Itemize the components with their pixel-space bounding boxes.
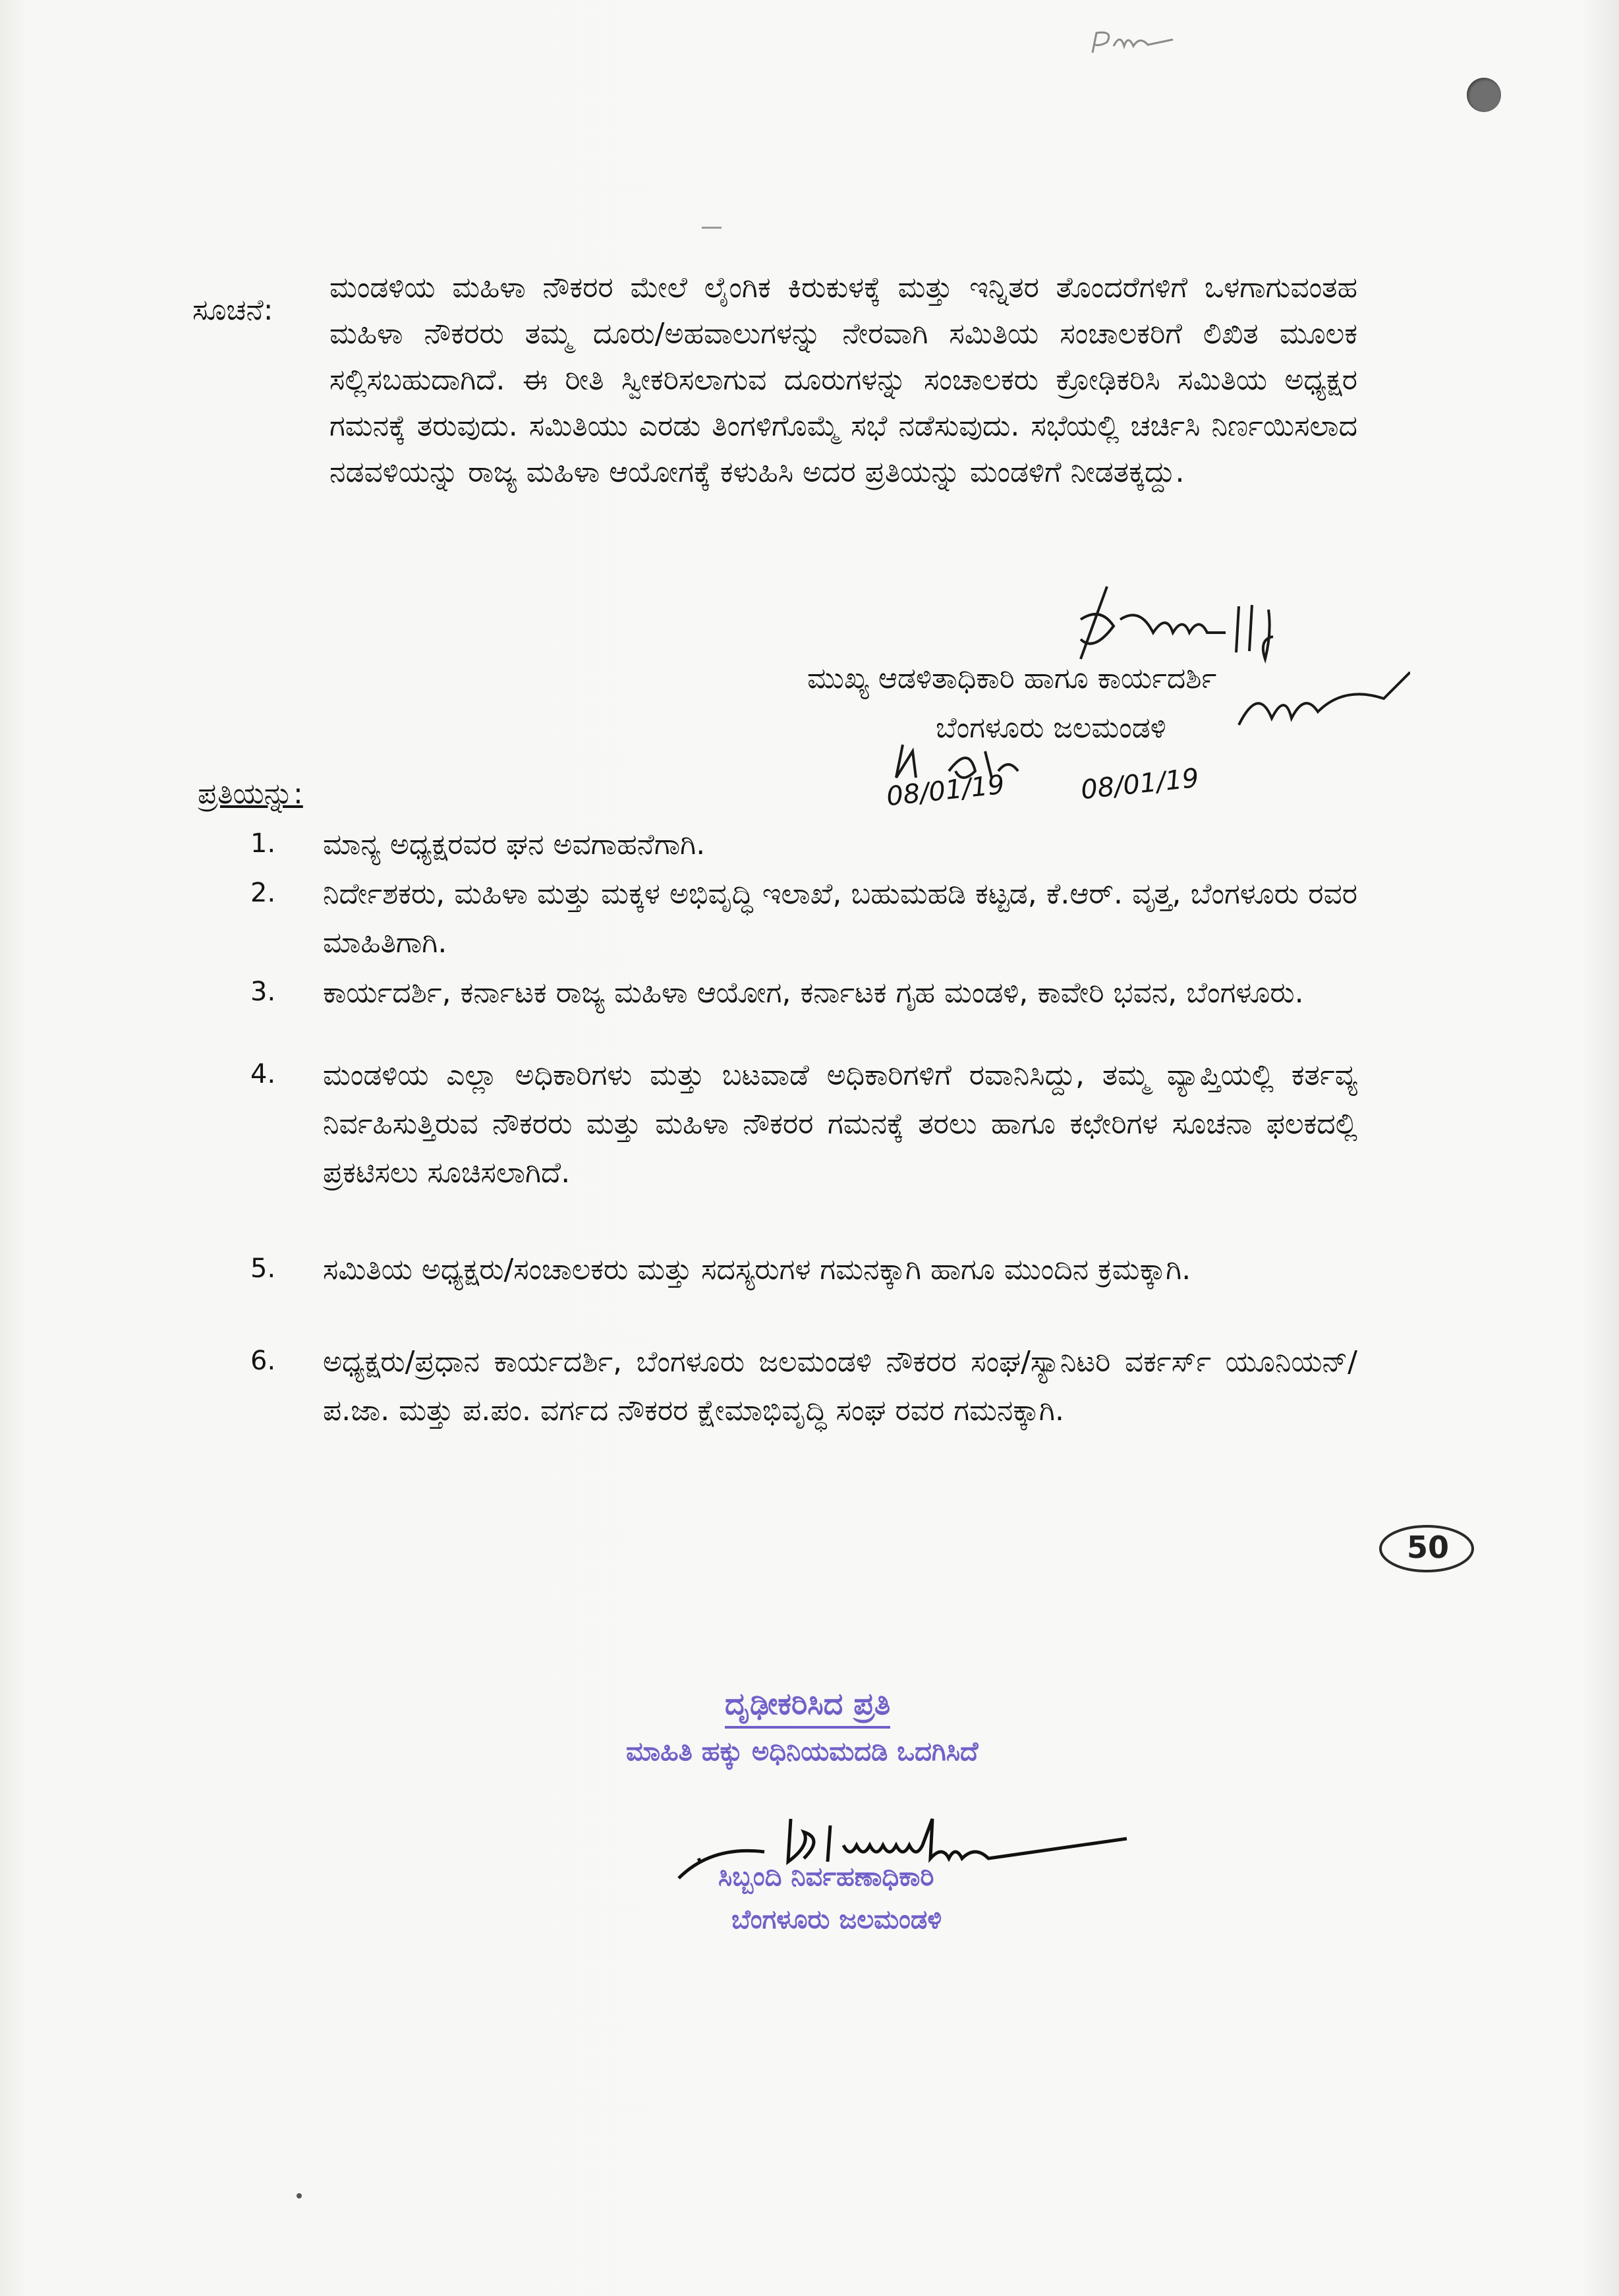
signatory-org: ಬೆಂಗಳೂರು ಜಲಮಂಡಳಿ xyxy=(936,711,1166,745)
page-number: 50 xyxy=(1407,1530,1450,1565)
attestation-stamp-subtitle: ಮಾಹಿತಿ ಹಕ್ಕು ಅಧಿನಿಯಮದಡಿ ಒದಗಿಸಿದೆ xyxy=(626,1736,979,1767)
attestation-stamp-org: ಬೆಂಗಳೂರು ಜಲಮಂಡಳಿ xyxy=(731,1905,942,1935)
list-item-number: 1. xyxy=(250,828,276,859)
list-item-text: ಮಂಡಳಿಯ ಎಲ್ಲಾ ಅಧಿಕಾರಿಗಳು ಮತ್ತು ಬಟವಾಡೆ ಅಧಿಕಾರಿಗಳಿಗೆ ರವಾನಿಸಿದ್ದು, ತಮ್ಮ ವ್ಯಾಪ್ತಿಯಲ್ಲಿ ಕರ್ತವ್ಯ ನಿರ್ವಹಿಸುತ್ತಿರುವ ನೌಕರರು ಮತ್ತು ಮಹಿಳಾ ನೌಕರರ ಗಮನಕ್ಕೆ ತರಲು ಹಾಗೂ ಕಛೇರಿಗಳ ಸೂಚನಾ ಫಲಕದಲ್ಲಿ ಪ್ರಕಟಿಸಲು ಸೂಚಿಸಲಾಗಿದೆ. xyxy=(323,1058,1357,1190)
scan-mark xyxy=(297,2193,302,2198)
list-item-number: 6. xyxy=(250,1346,276,1376)
list-item-number: 2. xyxy=(250,878,276,908)
list-item-number: 5. xyxy=(250,1253,276,1284)
signature-date-2: 08/01/19 xyxy=(1079,762,1201,806)
attestation-stamp-title: ದೃಢೀಕರಿಸಿದ ಪ್ರತಿ xyxy=(725,1684,890,1729)
signatory-title: ಮುಖ್ಯ ಆಡಳಿತಾಧಿಕಾರಿ ಹಾಗೂ ಕಾರ್ಯದರ್ಶಿ xyxy=(807,662,1217,695)
copies-label: ಪ್ರತಿಯನ್ನು: xyxy=(198,777,303,811)
list-item-text: ಅಧ್ಯಕ್ಷರು/ಪ್ರಧಾನ ಕಾರ್ಯದರ್ಶಿ, ಬೆಂಗಳೂರು ಜಲಮಂಡಳಿ ನೌಕರರ ಸಂಘ/ಸ್ಯಾನಿಟರಿ ವರ್ಕರ್ಸ್ ಯೂನಿಯನ್/ಪ.ಜಾ. ಮತ್ತು ಪ.ಪಂ. ವರ್ಗದ ನೌಕರರ ಕ್ಷೇಮಾಭಿವೃದ್ಧಿ ಸಂಘ ರವರ ಗಮನಕ್ಕಾಗಿ. xyxy=(323,1345,1357,1427)
corner-initials-scribble xyxy=(1087,26,1193,66)
list-item-number: 3. xyxy=(250,977,276,1007)
list-item-text: ಸಮಿತಿಯ ಅಧ್ಯಕ್ಷರು/ಸಂಚಾಲಕರು ಮತ್ತು ಸದಸ್ಯರುಗಳ ಗಮನಕ್ಕಾಗಿ ಹಾಗೂ ಮುಂದಿನ ಕ್ರಮಕ್ಕಾಗಿ. xyxy=(323,1253,1191,1286)
attestation-stamp-designation: ಸಿಬ್ಬಂದಿ ನಿರ್ವಹಣಾಧಿಕಾರಿ xyxy=(718,1862,934,1892)
list-item-number: 4. xyxy=(250,1059,276,1089)
list-item-text: ನಿರ್ದೇಶಕರು, ಮಹಿಳಾ ಮತ್ತು ಮಕ್ಕಳ ಅಭಿವೃದ್ಧಿ ಇಲಾಖೆ, ಬಹುಮಹಡಿ ಕಟ್ಟಡ, ಕೆ.ಆರ್. ವೃತ್ತ, ಬೆಂಗಳೂರು ರವರ ಮಾಹಿತಿಗಾಗಿ. xyxy=(323,877,1357,960)
list-item-text: ಕಾರ್ಯದರ್ಶಿ, ಕರ್ನಾಟಕ ರಾಜ್ಯ ಮಹಿಳಾ ಆಯೋಗ, ಕರ್ನಾಟಕ ಗೃಹ ಮಂಡಳಿ, ಕಾವೇರಿ ಭವನ, ಬೆಂಗಳೂರು. xyxy=(323,976,1304,1010)
notice-label: ಸೂಚನೆ: xyxy=(192,293,273,327)
scan-mark xyxy=(702,227,722,229)
notice-body: ಮಂಡಳಿಯ ಮಹಿಳಾ ನೌಕರರ ಮೇಲೆ ಲೈಂಗಿಕ ಕಿರುಕುಳಕ್ಕೆ ಮತ್ತು ಇನ್ನಿತರ ತೊಂದರೆಗಳಿಗೆ ಒಳಗಾಗುವಂತಹ ಮಹಿಳಾ ನೌಕರರು ತಮ್ಮ ದೂರು/ಅಹವಾಲುಗಳನ್ನು ನೇರವಾಗಿ ಸಮಿತಿಯ ಸಂಚಾಲಕರಿಗೆ ಲಿಖಿತ ಮೂಲಕ ಸಲ್ಲಿಸಬಹುದಾಗಿದೆ. ಈ ರೀತಿ ಸ್ವೀಕರಿಸಲಾಗುವ ದೂರುಗಳನ್ನು ಸಂಚಾಲಕರು ಕ್ರೋಢಿಕರಿಸಿ ಸಮಿತಿಯ ಅಧ್ಯಕ್ಷರ ಗಮನಕ್ಕೆ ತರುವುದು. ಸಮಿತಿಯು ಎರಡು ತಿಂಗಳಿಗೊಮ್ಮೆ ಸಭೆ ನಡೆಸುವುದು. ಸಭೆಯಲ್ಲಿ ಚರ್ಚಿಸಿ ನಿರ್ಣಯಿಸಲಾದ ನಡವಳಿಯನ್ನು ರಾಜ್ಯ ಮಹಿಳಾ ಆಯೋಗಕ್ಕೆ ಕಳುಹಿಸಿ ಅದರ ಪ್ರತಿಯನ್ನು ಮಂಡಳಿಗೆ ನೀಡತಕ್ಕದ್ದು. xyxy=(329,271,1357,489)
signature-date-1: 08/01/19 xyxy=(885,769,1006,813)
punch-hole xyxy=(1467,78,1501,112)
list-item-text: ಮಾನ್ಯ ಅಧ್ಯಕ್ಷರವರ ಘನ ಅವಗಾಹನೆಗಾಗಿ. xyxy=(323,828,706,861)
